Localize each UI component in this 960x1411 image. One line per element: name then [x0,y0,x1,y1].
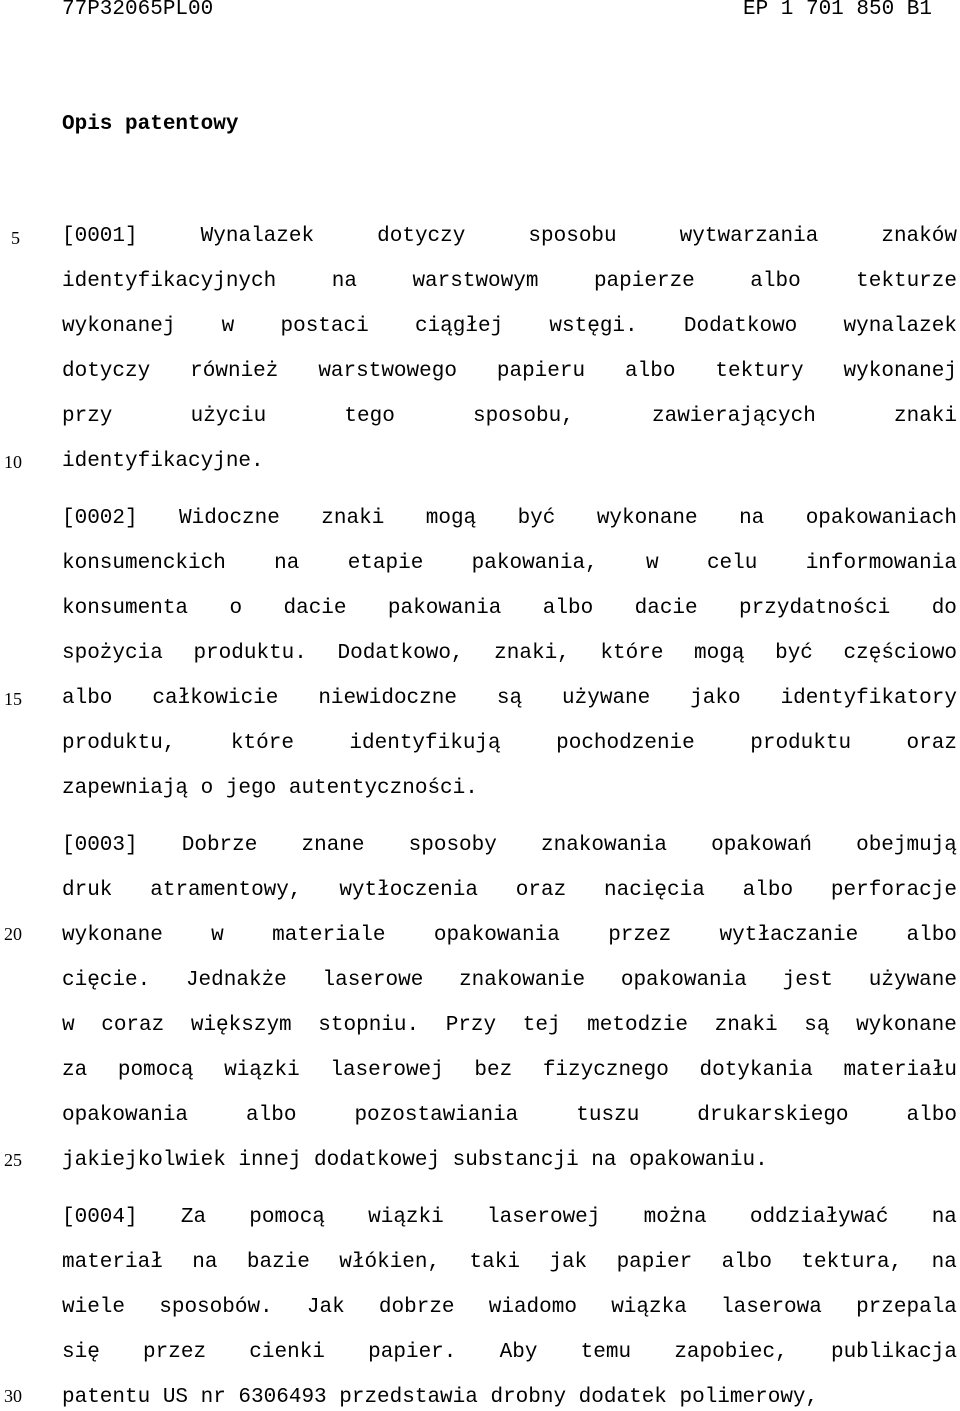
text-line: w coraz większym stopniu. Przy tej metodzie znaki są wykonane [62,1014,957,1037]
text-line: opakowania albo pozostawiania tuszu drukarskiego albo [62,1104,957,1127]
document-code: 77P32065PL00 [62,0,214,21]
line-number: 20 [4,924,22,944]
text-line: cięcie. Jednakże laserowe znakowanie opakowania jest używane [62,969,957,992]
text-line: druk atramentowy, wytłoczenia oraz nacięcia albo perforacje [62,879,957,902]
text-line: jakiejkolwiek innej dodatkowej substancji na opakowaniu. [62,1149,768,1172]
text-line: wiele sposobów. Jak dobrze wiadomo wiązka laserowa przepala [62,1296,957,1319]
text-line: przy użyciu tego sposobu, zawierających znaki [62,405,957,428]
text-line: się przez cienki papier. Aby temu zapobiec, publikacja [62,1341,957,1364]
text-line: albo całkowicie niewidoczne są używane jako identyfikatory [62,687,957,710]
text-line: wykonane w materiale opakowania przez wytłaczanie albo [62,924,957,947]
text-line: identyfikacyjne. [62,450,264,473]
line-number: 10 [4,452,22,472]
text-line: produktu, które identyfikują pochodzenie produktu oraz [62,732,957,755]
text-line: patentu US nr 6306493 przedstawia drobny dodatek polimerowy, [62,1386,819,1409]
line-number: 30 [4,1386,22,1406]
text-line: dotyczy również warstwowego papieru albo tektury wykonanej [62,360,957,383]
text-line: za pomocą wiązki laserowej bez fizycznego dotykania materiału [62,1059,957,1082]
patent-number: EP 1 701 850 B1 [742,0,932,21]
line-number: 25 [4,1150,22,1170]
page-title: Opis patentowy [62,113,239,136]
text-line: zapewniają o jego autentyczności. [62,777,478,800]
text-line: identyfikacyjnych na warstwowym papierze albo tekturze [62,270,957,293]
text-line: konsumenta o dacie pakowania albo dacie przydatności do [62,597,957,620]
text-line: [0004] Za pomocą wiązki laserowej można oddziaływać na [62,1206,957,1229]
text-line: konsumenckich na etapie pakowania, w celu informowania [62,552,957,575]
text-line: [0002] Widoczne znaki mogą być wykonane na opakowaniach [62,507,957,530]
text-line: [0001] Wynalazek dotyczy sposobu wytwarzania znaków [62,225,957,248]
text-line: materiał na bazie włókien, taki jak papier albo tektura, na [62,1251,957,1274]
line-number: 5 [11,228,20,248]
text-line: wykonanej w postaci ciągłej wstęgi. Dodatkowo wynalazek [62,315,957,338]
line-number: 15 [4,689,22,709]
text-line: [0003] Dobrze znane sposoby znakowania opakowań obejmują [62,834,957,857]
text-line: spożycia produktu. Dodatkowo, znaki, które mogą być częściowo [62,642,957,665]
